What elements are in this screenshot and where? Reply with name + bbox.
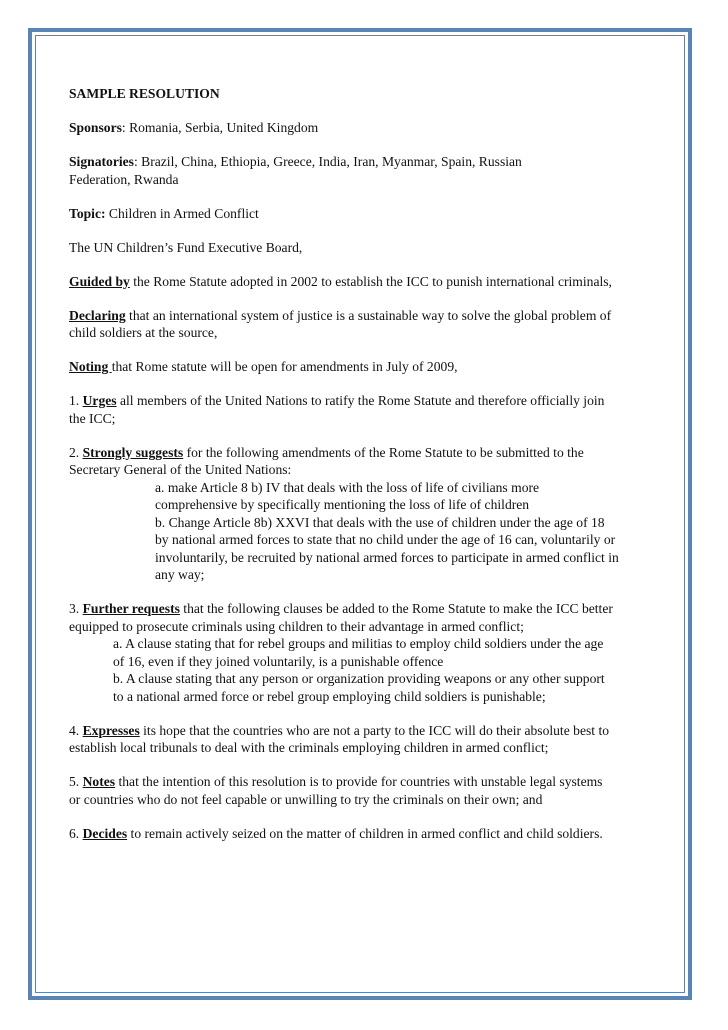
sub-clause-line: b. A clause stating that any person or organization providing weapons or any other support	[113, 671, 605, 686]
clause-keyword: Urges	[82, 393, 117, 408]
topic-label: Topic:	[69, 205, 106, 221]
sponsors-text: : Romania, Serbia, United Kingdom	[121, 120, 319, 135]
clause-1: 1. Urges all members of the United Nations to ratify the Rome Statute and therefore officially join the ICC;	[69, 393, 605, 426]
sub-clause-line: a. A clause stating that for rebel groups and militias to employ child soldiers under the age	[113, 636, 604, 651]
sub-clause-line: involuntarily, be recruited by national armed forces to participate in armed conflict in	[155, 549, 619, 565]
sub-clause-line: b. Change Article 8b) XXVI that deals with the use of children under the age of 18	[155, 514, 605, 530]
signatories-label: Signatories	[69, 154, 134, 169]
preamble-guided-by: Guided by the Rome Statute adopted in 2002 to establish the ICC to punish international criminals,	[69, 273, 612, 289]
clause-6: 6. Decides to remain actively seized on the matter of children in armed conflict and child soldiers.	[69, 825, 603, 841]
resolution-content	[69, 85, 669, 842]
signatories-line-2: Federation, Rwanda	[69, 171, 179, 187]
preamble-noting: Noting that Rome statute will be open for amendments in July of 2009,	[69, 359, 458, 374]
topic-line	[69, 205, 669, 223]
sub-clause-line: a. make Article 8 b) IV that deals with the loss of life of civilians more	[155, 479, 540, 495]
sub-clause-line: by national armed forces to state that no child under the age of 16 can, voluntarily or	[155, 532, 616, 547]
clause-keyword: Expresses	[82, 722, 140, 738]
clause-4: 4. Expresses its hope that the countries who are not a party to the ICC will do their absolute best to establish local tribunals to deal with the criminals employing children in armed conflict;	[69, 722, 610, 755]
sponsors-label: Sponsors	[69, 120, 122, 135]
sub-clause-line: to a national armed force or rebel group employing child soldiers is punishable;	[113, 688, 546, 704]
topic-text: Children in Armed Conflict	[105, 205, 259, 221]
preamble-declaring: Declaring that an international system of justice is a sustainable way to solve the global problem of child soldiers at the source,	[69, 307, 612, 340]
sub-clause-line: of 16, even if they joined voluntarily, is a punishable offence	[113, 653, 444, 669]
clause-3: 3. Further requests that the following clauses be added to the Rome Statute to make the ICC better equipped to prosecute criminals using children to their advantage in armed conflict; a. A clause stating that for rebel groups and militias to employ child soldiers under the age of 16, even if they joined voluntarily, is a punishable offence b. A clause stating that any person or organization providing weapons or any other support to a national armed force or rebel group employing child soldiers is punishable;	[69, 600, 669, 705]
preamble-keyword: Noting	[69, 359, 112, 374]
preamble-keyword: Declaring	[69, 307, 126, 323]
clause-keyword: Strongly suggests	[82, 444, 184, 460]
clause-keyword: Further requests	[82, 601, 180, 616]
clause-keyword: Decides	[82, 825, 128, 841]
clause-5: 5. Notes that the intention of this resolution is to provide for countries with unstable legal systems or countries who do not feel capable or unwilling to try the criminals on their own; and	[69, 774, 603, 807]
sub-clause-line: any way;	[155, 567, 205, 582]
signatories-line-1: : Brazil, China, Ethiopia, Greece, India, Iran, Myanmar, Spain, Russian	[133, 154, 522, 169]
sub-clause-line: comprehensive by specifically mentioning the loss of life of children	[155, 497, 530, 512]
clause-keyword: Notes	[82, 774, 116, 789]
preamble-keyword: Guided by	[69, 273, 130, 289]
resolution-title: SAMPLE RESOLUTION	[69, 86, 220, 101]
signatories-block	[69, 153, 669, 188]
body-intro: The UN Children’s Fund Executive Board,	[69, 239, 303, 255]
clause-2: 2. Strongly suggests for the following amendments of the Rome Statute to be submitted to the Secretary General of the United Nations: a. make Article 8 b) IV that deals with the loss of life of civilians more comprehensive by specifically mentioning the loss of life of children b. Change Article 8b) XXVI that deals with the use of children under the age of 18 by national armed forces to state that no child under the age of 16 can, voluntarily or involuntarily, be recruited by national armed forces to participate in armed conflict in any way;	[69, 444, 669, 584]
sponsors-line	[69, 119, 669, 137]
